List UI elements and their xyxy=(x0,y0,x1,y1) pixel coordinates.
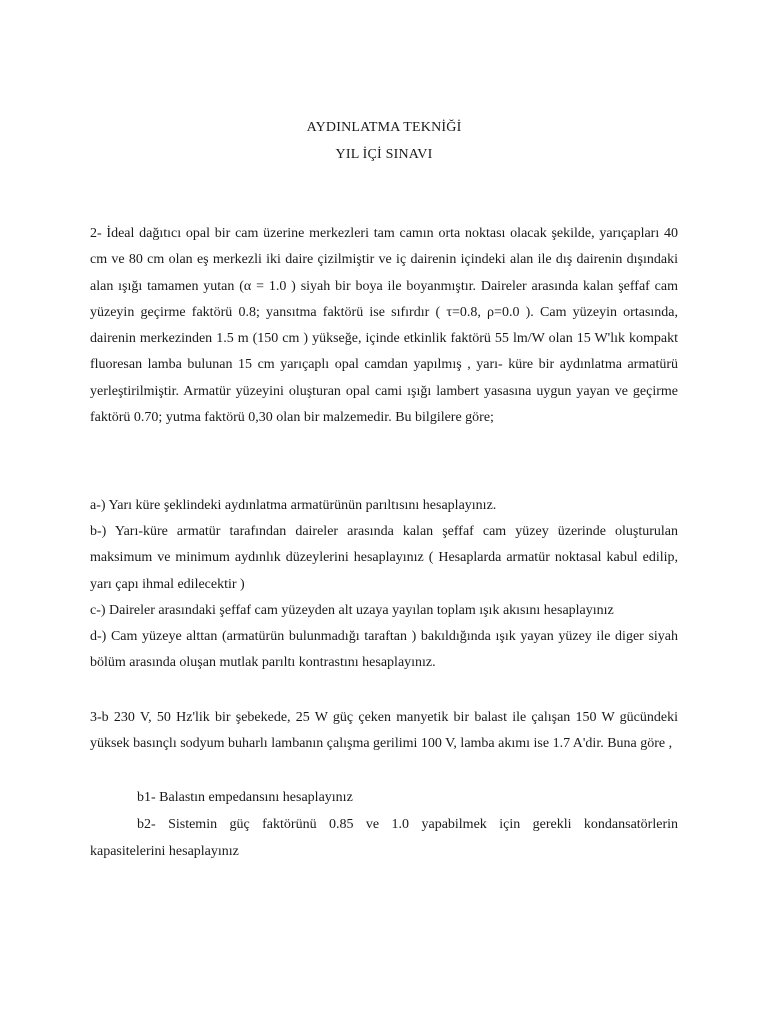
question-3-item-b2-line2: kapasitelerini hesaplayınız xyxy=(90,844,239,859)
question-2-item-b: b-) Yarı-küre armatür tarafından daireler arasında kalan şeffaf cam yüzey üzerinde oluşturulan maksimum ve minimum aydınlık düzeylerini hesaplayınız ( Hesaplarda armatür noktasal kabul edilip, yarı çapı ihmal edilecektir ) xyxy=(90,524,678,592)
question-2-item-c: c-) Daireler arasındaki şeffaf cam yüzeyden alt uzaya yayılan toplam ışık akısını hesaplayınız xyxy=(90,603,614,618)
question-2-text: 2- İdeal dağıtıcı opal bir cam üzerine merkezleri tam camın orta noktası olacak şekilde, yarıçapları 40 cm ve 80 cm olan eş merkezli iki daire çizilmiştir ve iç dairenin içindeki alan ile dış dairenin dışındaki alan ışığı tamamen yutan (α = 1.0 ) siyah bir boya ile boyanmıştır. Daireler arasında kalan şeffaf cam yüzeyin geçirme faktörü 0.8; yansıtma faktörü ise sıfırdır ( τ=0.8, ρ=0.0 ). Cam yüzeyin ortasında, dairenin merkezinden 1.5 m (150 cm ) yükseğe, içinde etkinlik faktörü 55 lm/W olan 15 W'lık kompakt fluoresan lamba bulunan 15 cm yarıçaplı opal camdan yapılmış , yarı- küre bir aydınlatma armatürü yerleştirilmiştir. Armatür yüzeyini oluşturan opal cami ışığı lambert yasasına uygun yayan ve geçirme faktörü 0.70; yutma faktörü 0,30 olan bir malzemedir. Bu bilgilere göre; xyxy=(90,226,678,426)
question-3-item-b2-line1: b2- Sistemin güç faktörünü 0.85 ve 1.0 yapabilmek için gerekli kondansatörlerin xyxy=(137,817,678,832)
question-3-item-b1: b1- Balastın empedansını hesaplayınız xyxy=(137,790,353,805)
question-2-item-a: a-) Yarı küre şeklindeki aydınlatma armatürünün parıltısını hesaplayınız. xyxy=(90,498,497,513)
question-3-text: 3-b 230 V, 50 Hz'lik bir şebekede, 25 W güç çeken manyetik bir balast ile çalışan 150 W gücündeki yüksek basınçlı sodyum buharlı lambanın çalışma gerilimi 100 V, lamba akımı ise 1.7 A'dir. Buna göre , xyxy=(90,710,678,752)
document-subtitle: YIL İÇİ SINAVI xyxy=(335,147,433,162)
question-2-item-d: d-) Cam yüzeye alttan (armatürün bulunmadığı taraftan ) bakıldığında ışık yayan yüzey ile diger siyah bölüm arasında oluşan mutlak parıltı kontrastını hesaplayınız. xyxy=(90,629,678,671)
document-title: AYDINLATMA TEKNİĞİ xyxy=(306,120,462,135)
